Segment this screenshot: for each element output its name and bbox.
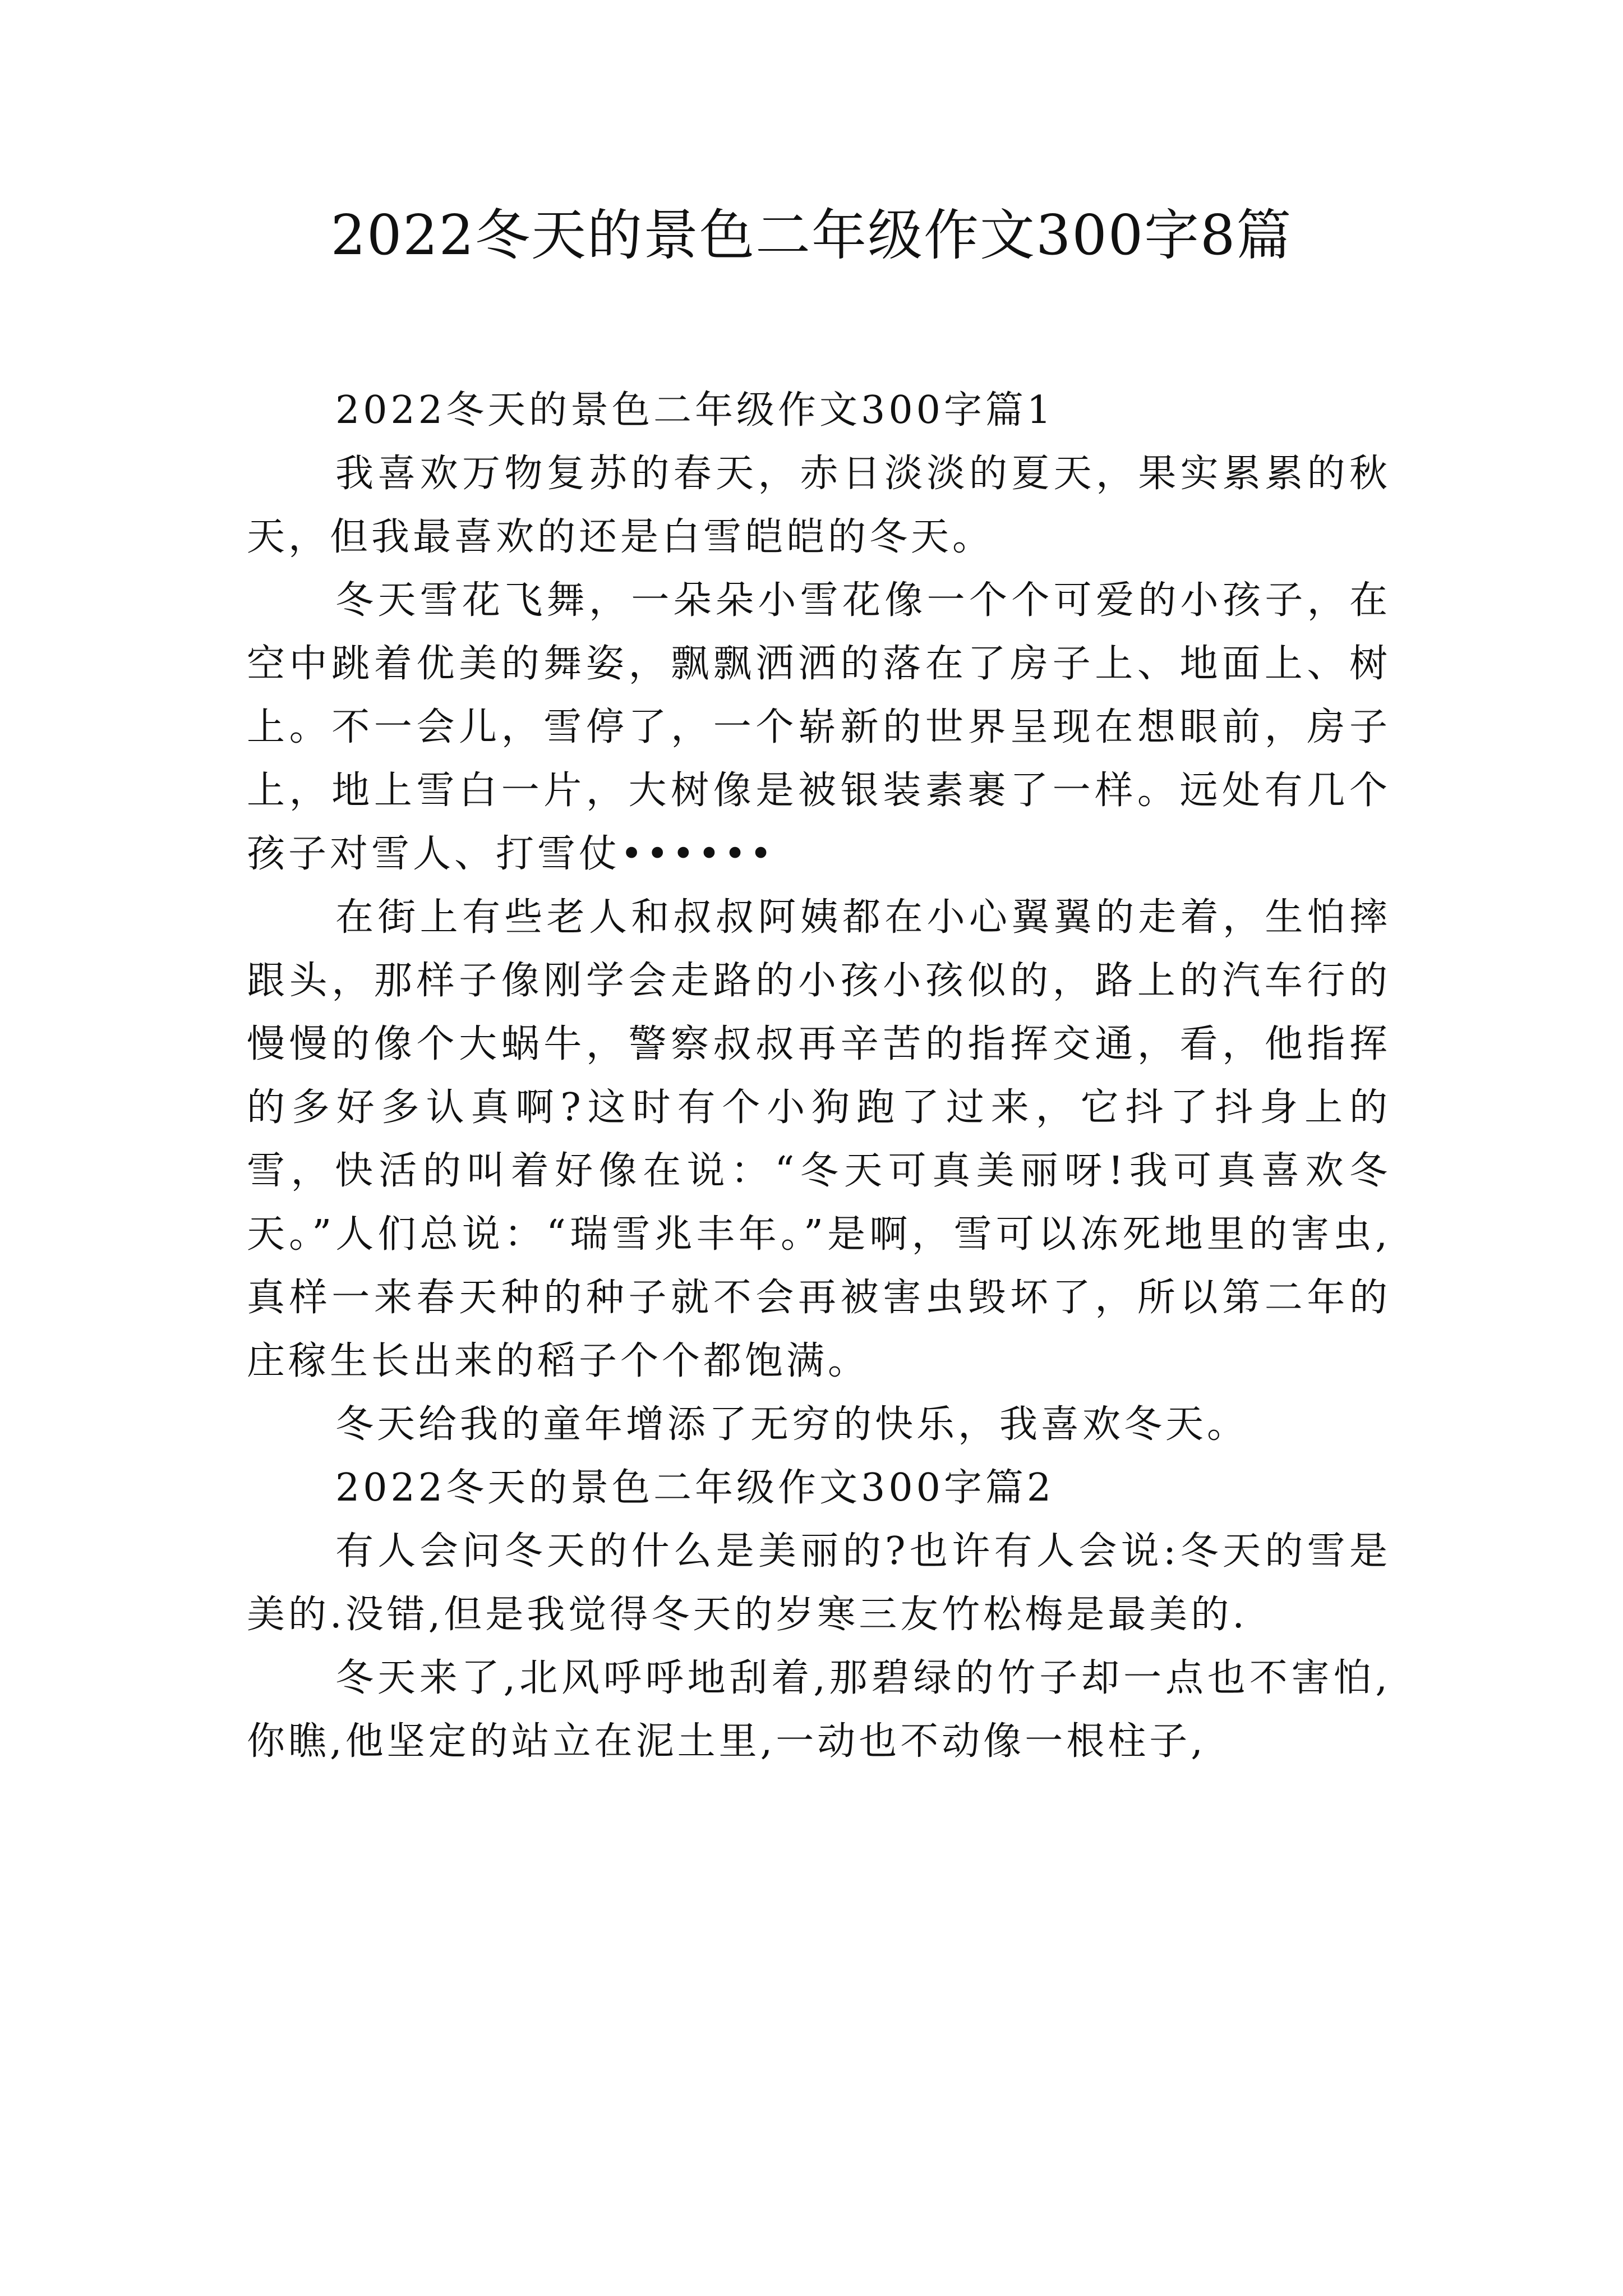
section-heading-2: 2022冬天的景色二年级作文300字篇2 bbox=[335, 1466, 1055, 1510]
document-body bbox=[247, 379, 1391, 1773]
paragraph: 我喜欢万物复苏的春天，赤日淡淡的夏天，果实累累的秋天，但我最喜欢的还是白雪皑皑的冬天。 bbox=[247, 452, 1391, 559]
section-heading-1: 2022冬天的景色二年级作文300字篇1 bbox=[335, 388, 1055, 432]
paragraph: 在街上有些老人和叔叔阿姨都在小心翼翼的走着，生怕摔跟头，那样子像刚学会走路的小孩小孩似的，路上的汽车行的慢慢的像个大蜗牛，警察叔叔再辛苦的指挥交通，看，他指挥的多好多认真啊?这时有个小狗跑了过来，它抖了抖身上的雪，快活的叫着好像在说：“冬天可真美丽呀!我可真喜欢冬天。”人们总说：“瑞雪兆丰年。”是啊，雪可以冻死地里的害虫,真样一来春天种的种子就不会再被害虫毁坏了，所以第二年的庄稼生长出来的稻子个个都饱满。 bbox=[247, 895, 1391, 1383]
paragraph: 冬天给我的童年增添了无穷的快乐，我喜欢冬天。 bbox=[335, 1402, 1249, 1447]
paragraph: 冬天来了,北风呼呼地刮着,那碧绿的竹子却一点也不害怕,你瞧,他坚定的站立在泥土里,一动也不动像一根柱子, bbox=[247, 1656, 1391, 1764]
paragraph: 有人会问冬天的什么是美丽的?也许有人会说:冬天的雪是美的.没错,但是我觉得冬天的岁寒三友竹松梅是最美的. bbox=[247, 1529, 1391, 1637]
document-title: 2022冬天的景色二年级作文300字8篇 bbox=[330, 204, 1293, 268]
paragraph: 冬天雪花飞舞，一朵朵小雪花像一个个可爱的小孩子，在空中跳着优美的舞姿，飘飘洒洒的落在了房子上、地面上、树上。不一会儿，雪停了，一个崭新的世界呈现在想眼前，房子上，地上雪白一片，大树像是被银装素裹了一样。远处有几个孩子对雪人、打雪仗•••••• bbox=[247, 578, 1391, 876]
